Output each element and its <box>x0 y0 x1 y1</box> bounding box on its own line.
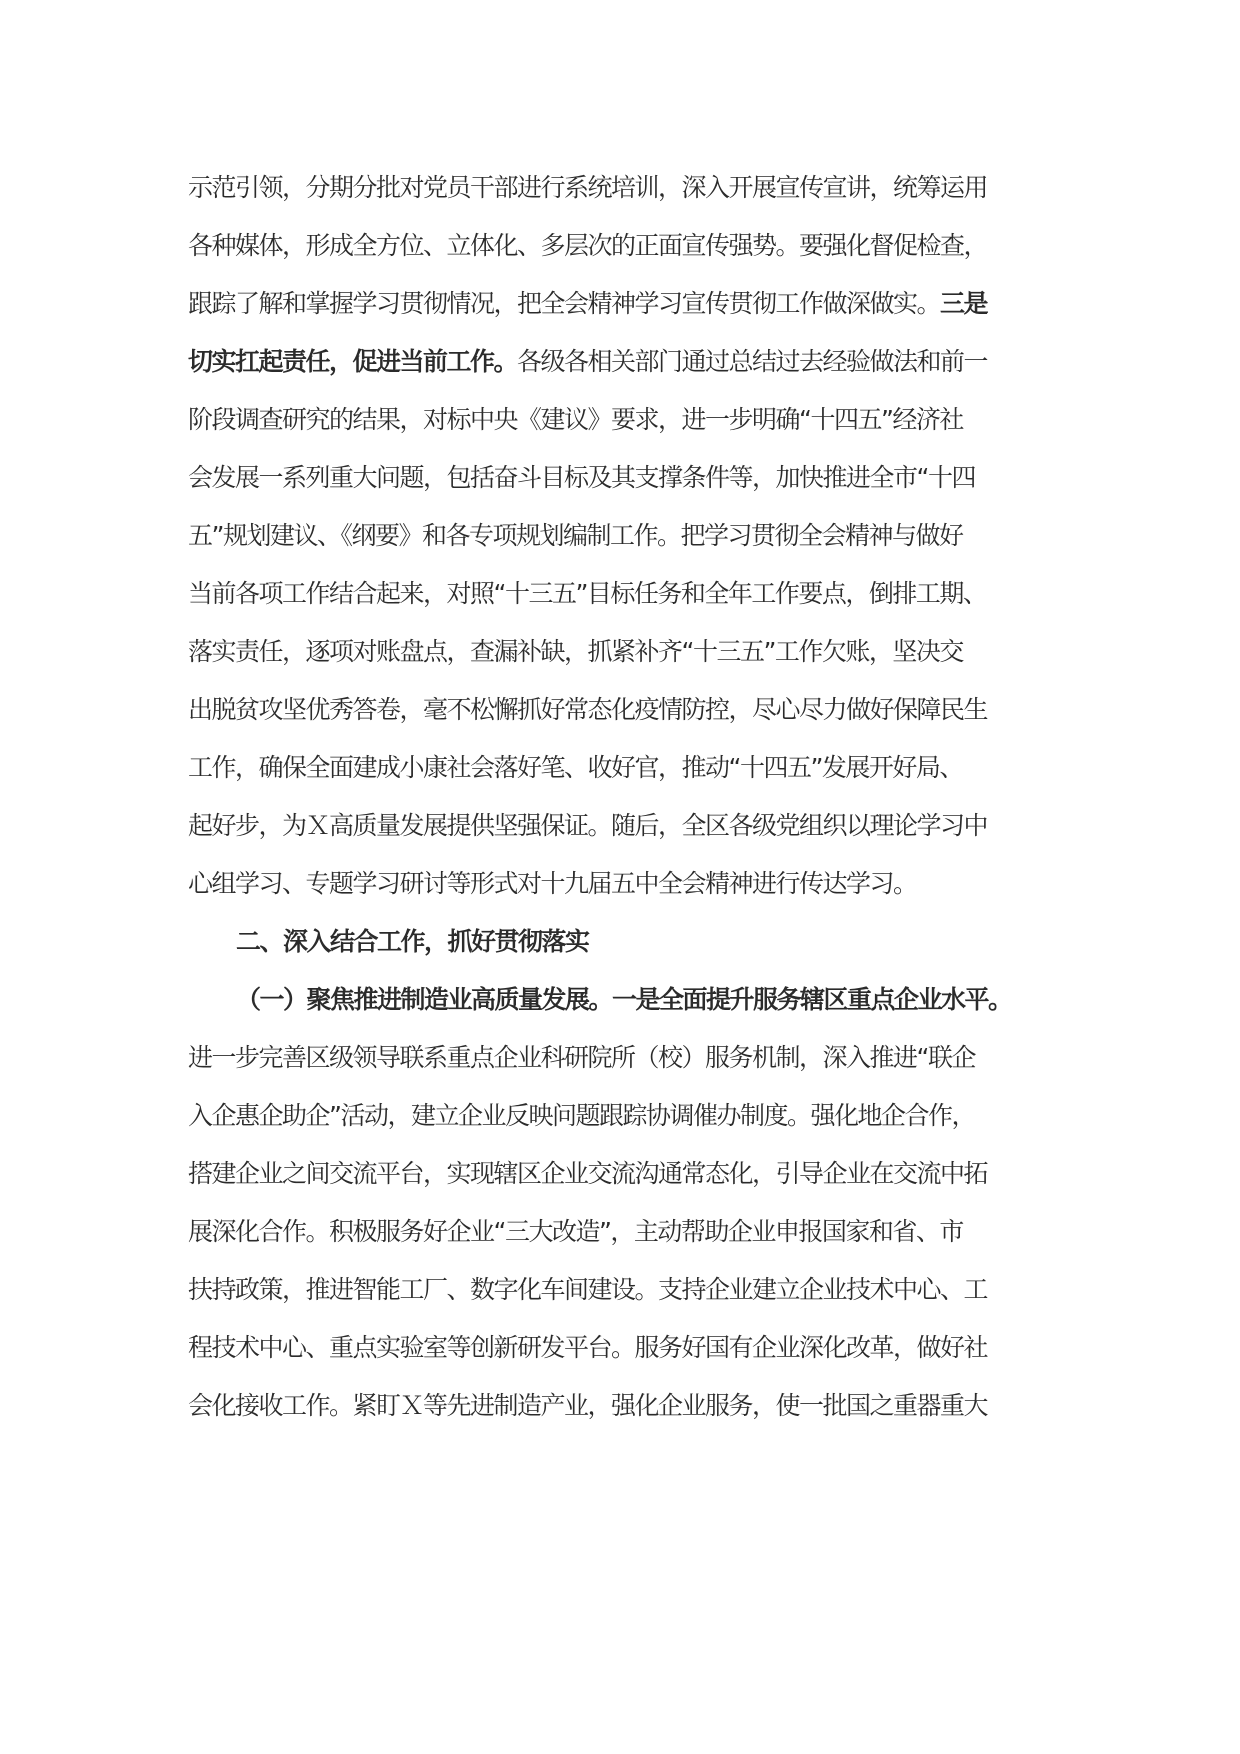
text-line <box>188 518 962 554</box>
subsection-heading <box>236 982 1012 1018</box>
text-segment: 进一步完善区级领导联系重点企业科研院所（校）服务机制，深入推进“联企 <box>188 1043 975 1072</box>
text-line <box>188 576 986 612</box>
bold-text-segment: （一）聚焦推进制造业高质量发展。一是全面提升服务辖区重点企业水平。 <box>236 985 1012 1014</box>
text-segment: 工作，确保全面建成小康社会落好笔、收好官，推动“十四五”发展开好局、 <box>188 753 963 782</box>
text-segment: 扶持政策，推进智能工厂、数字化车间建设。支持企业建立企业技术中心、工 <box>188 1275 988 1304</box>
text-segment: 入企惠企助企”活动，建立企业反映问题跟踪协调催办制度。强化地企合作， <box>188 1101 975 1130</box>
text-segment: 搭建企业之间交流平台，实现辖区企业交流沟通常态化，引导企业在交流中拓 <box>188 1159 988 1188</box>
text-segment: 心组学习、专题学习研讨等形式对十九届五中全会精神进行传达学习。 <box>188 869 917 898</box>
text-line <box>188 692 987 728</box>
text-line <box>188 1272 987 1308</box>
text-segment: 起好步，为Ｘ高质量发展提供坚强保证。随后，全区各级党组织以理论学习中 <box>188 811 988 840</box>
bold-text-segment: 切实扛起责任，促进当前工作。 <box>188 347 518 376</box>
text-line <box>188 1388 987 1424</box>
text-segment: 各种媒体，形成全方位、立体化、多层次的正面宣传强势。要强化督促检查， <box>188 231 988 260</box>
text-segment: 会化接收工作。紧盯Ｘ等先进制造产业，强化企业服务，使一批国之重器重大 <box>188 1391 988 1420</box>
text-line <box>188 1214 963 1250</box>
text-line <box>188 866 917 902</box>
text-segment: 程技术中心、重点实验室等创新研发平台。服务好国有企业深化改革，做好社 <box>188 1333 988 1362</box>
text-segment: 各级各相关部门通过总结过去经验做法和前一 <box>517 347 988 376</box>
text-line <box>188 1040 975 1076</box>
text-line <box>188 1330 987 1366</box>
text-line <box>188 1098 975 1134</box>
bold-text-segment: 三是 <box>940 289 988 318</box>
text-segment: 示范引领，分期分批对党员干部进行系统培训，深入开展宣传宣讲，统筹运用 <box>188 173 988 202</box>
text-line <box>188 344 987 380</box>
text-segment: 会发展一系列重大问题，包括奋斗目标及其支撑条件等，加快推进全市“十四 <box>188 463 975 492</box>
text-line <box>188 808 987 844</box>
text-line <box>188 750 963 786</box>
text-segment: 阶段调查研究的结果，对标中央《建议》要求，进一步明确“十四五”经济社 <box>188 405 963 434</box>
text-segment: 当前各项工作结合起来，对照“十三五”目标任务和全年工作要点，倒排工期、 <box>188 579 987 608</box>
text-segment: 落实责任，逐项对账盘点，查漏补缺，抓紧补齐“十三五”工作欠账，坚决交 <box>188 637 963 666</box>
text-line <box>188 460 975 496</box>
text-line <box>188 228 987 264</box>
text-line <box>188 1156 987 1192</box>
text-line <box>188 634 963 670</box>
text-segment: 跟踪了解和掌握学习贯彻情况，把全会精神学习宣传贯彻工作做深做实。 <box>188 289 941 318</box>
text-segment: 展深化合作。积极服务好企业“三大改造”，主动帮助企业申报国家和省、市 <box>188 1217 963 1246</box>
section-heading <box>236 924 589 960</box>
text-line <box>188 170 987 206</box>
text-line <box>188 286 987 322</box>
text-segment: 出脱贫攻坚优秀答卷，毫不松懈抓好常态化疫情防控，尽心尽力做好保障民生 <box>188 695 988 724</box>
text-line <box>188 402 963 438</box>
text-segment: 五”规划建议、《纲要》和各专项规划编制工作。把学习贯彻全会精神与做好 <box>188 521 963 550</box>
bold-text-segment: 二、深入结合工作，抓好贯彻落实 <box>236 927 589 956</box>
